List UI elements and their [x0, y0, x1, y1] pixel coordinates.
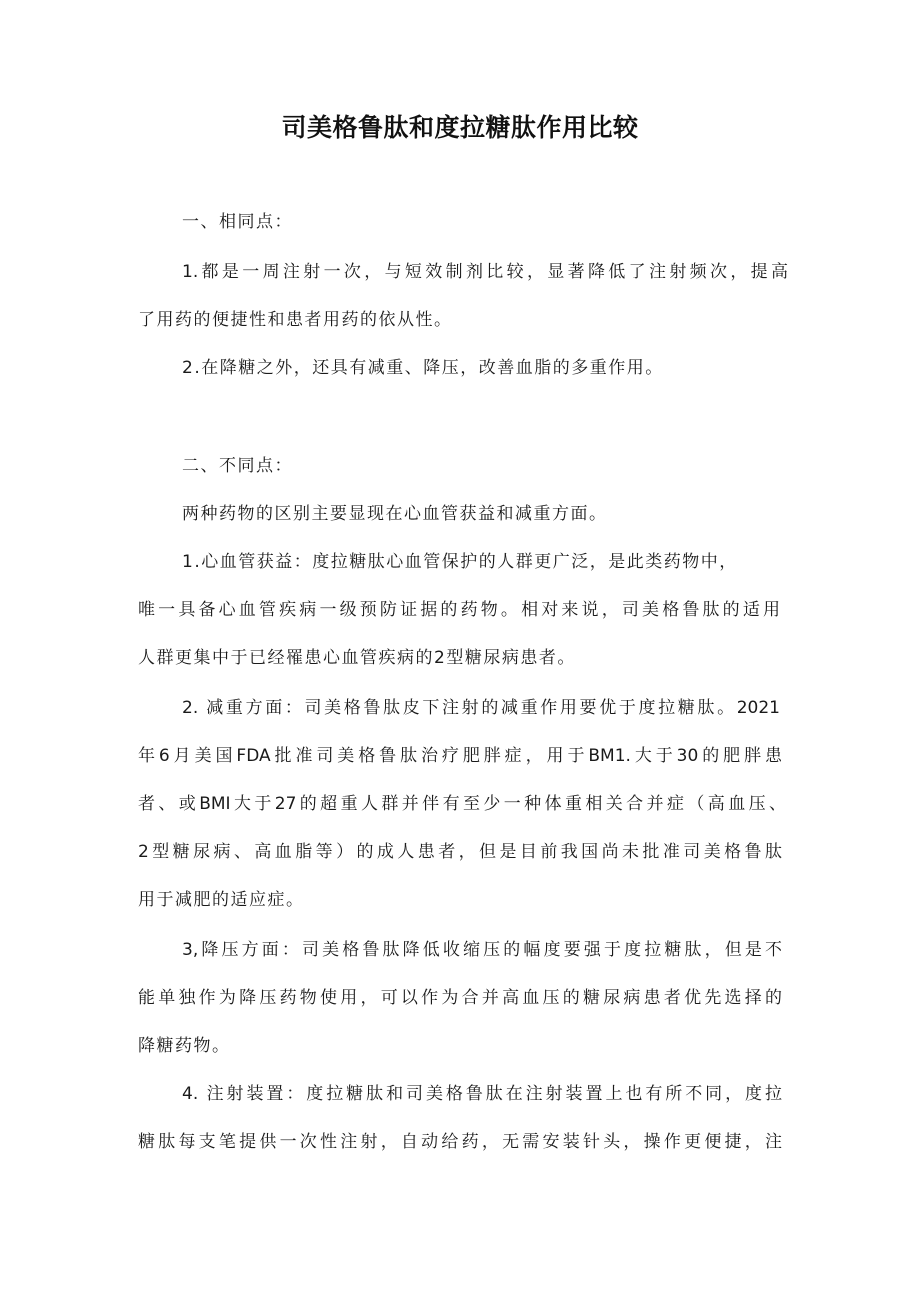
- paragraph-line: 3,降压方面：司美格鲁肽降低收缩压的幅度要强于度拉糖肽，但是不: [182, 940, 782, 960]
- paragraph-line: 年6月美国FDA批准司美格鲁肽治疗肥胖症，用于BM1.大于30的肥胖患: [138, 746, 782, 766]
- paragraph-line: 2. 减重方面：司美格鲁肽皮下注射的减重作用要优于度拉糖肽。2021: [182, 698, 780, 718]
- paragraph-line: 1.心血管获益：度拉糖肽心血管保护的人群更广泛，是此类药物中，: [182, 552, 738, 572]
- paragraph-line: 两种药物的区别主要显现在心血管获益和减重方面。: [182, 504, 608, 524]
- paragraph-line: 唯一具备心血管疾病一级预防证据的药物。相对来说，司美格鲁肽的适用: [138, 600, 780, 620]
- paragraph-line: 用于减肥的适应症。: [138, 890, 305, 910]
- paragraph-line: 者、或BMI大于27的超重人群并伴有至少一种体重相关合并症（高血压、: [138, 794, 786, 814]
- paragraph-line: 糖肽每支笔提供一次性注射，自动给药，无需安装针头，操作更便捷，注: [138, 1132, 782, 1152]
- paragraph-line: 降糖药物。: [138, 1036, 231, 1056]
- section-heading-similarities: 一、相同点：: [182, 212, 293, 232]
- section-heading-differences: 二、不同点：: [182, 456, 293, 476]
- paragraph-line: 4. 注射装置：度拉糖肽和司美格鲁肽在注射装置上也有所不同，度拉: [182, 1084, 782, 1104]
- paragraph-line: 1.都是一周注射一次，与短效制剂比较，显著降低了注射频次，提高: [182, 262, 788, 282]
- paragraph-line: 了用药的便捷性和患者用药的依从性。: [138, 310, 453, 330]
- paragraph-line: 2.在降糖之外，还具有减重、降压，改善血脂的多重作用。: [182, 358, 664, 378]
- document-title: 司美格鲁肽和度拉糖肽作用比较: [281, 113, 639, 142]
- paragraph-line: 能单独作为降压药物使用，可以作为合并高血压的糖尿病患者优先选择的: [138, 988, 782, 1008]
- paragraph-line: 人群更集中于已经罹患心血管疾病的2型糖尿病患者。: [138, 648, 576, 668]
- paragraph-line: 2型糖尿病、高血脂等）的成人患者，但是目前我国尚未批准司美格鲁肽: [138, 842, 782, 862]
